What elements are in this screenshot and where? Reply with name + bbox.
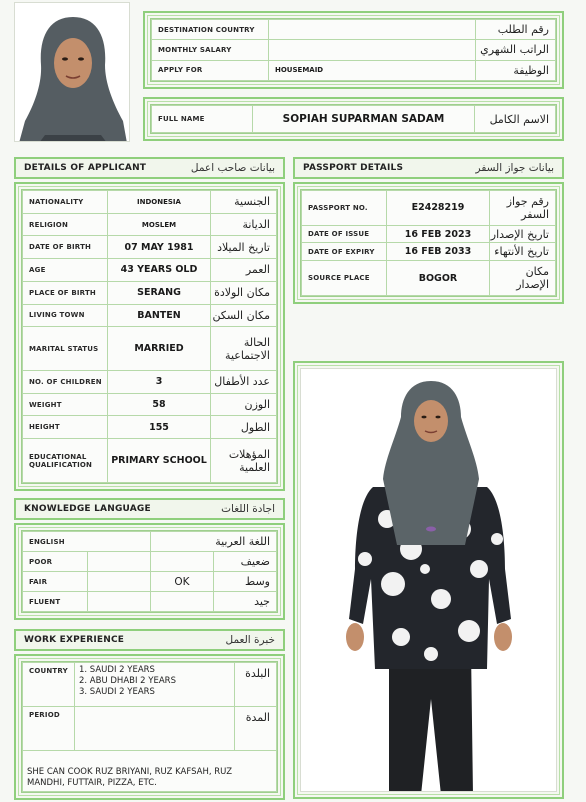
applicant-row [23, 327, 277, 371]
work-notes-row [23, 751, 277, 792]
work-period-label: PERIOD [23, 707, 75, 751]
arabic-language-label: اللغة العربية [151, 532, 277, 552]
passport-row [302, 261, 556, 296]
applicant-field-value: 43 YEARS OLD [108, 259, 211, 282]
applicant-row [23, 236, 277, 259]
applicant-field-value: PRIMARY SCHOOL [108, 439, 211, 483]
language-spacer-cell [88, 572, 151, 592]
language-spacer-cell [88, 552, 151, 572]
applicant-field-arabic: مكان السكن [211, 304, 277, 327]
applicant-field-label: WEIGHT [23, 393, 108, 416]
work-country-row [23, 663, 277, 707]
applicant-row [23, 213, 277, 236]
passport-row [302, 225, 556, 243]
full-name-label: FULL NAME [152, 106, 253, 133]
language-level-arabic: ضعيف [214, 552, 277, 572]
application-info-box [143, 11, 564, 89]
full-name-box [143, 97, 564, 141]
passport-section-title: PASSPORT DETAILS [303, 163, 404, 173]
work-section-title-arabic: خبرة العمل [225, 634, 275, 646]
applicant-field-value: 07 MAY 1981 [108, 236, 211, 259]
language-section-title: KNOWLEDGE LANGUAGE [24, 504, 151, 514]
full-body-illustration [301, 369, 557, 792]
work-notes [23, 751, 277, 792]
applicant-field-label: PLACE OF BIRTH [23, 281, 108, 304]
work-notes-line: SHE CAN COOK RUZ BRIYANI, RUZ KAFSAH, RUZ [27, 767, 233, 777]
monthly-salary-row [152, 40, 556, 60]
applicant-field-arabic: الطول [211, 416, 277, 439]
passport-field-value: 16 FEB 2023 [387, 225, 490, 243]
full-body-photo-box [293, 361, 564, 799]
work-section-title: WORK EXPERIENCE [24, 635, 125, 645]
passport-field-label: SOURCE PLACE [302, 261, 387, 296]
language-section-title-arabic: اجادة اللغات [221, 503, 275, 515]
applicant-field-value: INDONESIA [108, 191, 211, 214]
destination-country-arabic: رقم الطلب [476, 20, 556, 40]
english-label: ENGLISH [23, 532, 151, 552]
apply-for-arabic: الوظيفة [476, 60, 556, 80]
applicant-field-label: DATE OF BIRTH [23, 236, 108, 259]
work-country-list [75, 663, 235, 707]
passport-field-value: BOGOR [387, 261, 490, 296]
applicant-field-label: NATIONALITY [23, 191, 108, 214]
applicant-field-label: AGE [23, 259, 108, 282]
passport-field-label: PASSPORT NO. [302, 191, 387, 226]
passport-field-arabic: رقم جواز السفر [490, 191, 556, 226]
applicant-row [23, 393, 277, 416]
work-period-value [75, 707, 235, 751]
work-experience-table [22, 662, 277, 792]
full-body-photo [300, 368, 557, 792]
portrait-photo [14, 2, 130, 142]
applicant-field-arabic: عدد الأطفال [211, 371, 277, 394]
applicant-field-label: HEIGHT [23, 416, 108, 439]
apply-for-row [152, 60, 556, 80]
passport-row [302, 243, 556, 261]
language-level-row [23, 552, 277, 572]
work-country-item: 2. ABU DHABI 2 YEARS [79, 676, 176, 686]
work-country-item: 1. SAUDI 2 YEARS [79, 665, 155, 675]
apply-for-value: HOUSEMAID [269, 60, 476, 80]
monthly-salary-label: MONTHLY SALARY [152, 40, 269, 60]
full-name-arabic: الاسم الكامل [475, 106, 556, 133]
work-period-row [23, 707, 277, 751]
applicant-field-label: EDUCATIONAL QUALIFICATION [23, 439, 108, 483]
work-country-label: COUNTRY [23, 663, 75, 707]
applicant-field-label: NO. OF CHILDREN [23, 371, 108, 394]
passport-field-value: E2428219 [387, 191, 490, 226]
applicant-field-arabic: مكان الولادة [211, 281, 277, 304]
applicant-field-value: BANTEN [108, 304, 211, 327]
applicant-field-value: SERANG [108, 281, 211, 304]
applicant-row [23, 191, 277, 214]
passport-details-box [293, 182, 564, 304]
passport-row [302, 191, 556, 226]
applicant-details-table [22, 190, 277, 483]
applicant-field-value: 3 [108, 371, 211, 394]
applicant-field-value: 58 [108, 393, 211, 416]
applicant-field-label: MARITAL STATUS [23, 327, 108, 371]
language-level-value: OK [151, 572, 214, 592]
applicant-field-arabic: العمر [211, 259, 277, 282]
apply-for-label: APPLY FOR [152, 60, 269, 80]
passport-section-header [293, 157, 564, 179]
language-level-value [151, 592, 214, 612]
application-info-table [151, 19, 556, 81]
passport-details-table [301, 190, 556, 296]
language-level-arabic: وسط [214, 572, 277, 592]
applicant-row [23, 439, 277, 483]
work-country-arabic: البلدة [235, 663, 277, 707]
work-notes-line: MANDHI, FUTTAIR, PIZZA, ETC. [27, 778, 157, 788]
language-level-row [23, 572, 277, 592]
language-level-label: FAIR [23, 572, 88, 592]
applicant-row [23, 371, 277, 394]
applicant-section-header [14, 157, 285, 179]
language-level-label: POOR [23, 552, 88, 572]
language-level-arabic: جيد [214, 592, 277, 612]
applicant-field-arabic: تاريخ الميلاد [211, 236, 277, 259]
passport-field-arabic: مكان الإصدار [490, 261, 556, 296]
language-box [14, 523, 285, 620]
destination-country-row [152, 20, 556, 40]
passport-field-label: DATE OF ISSUE [302, 225, 387, 243]
destination-country-label: DESTINATION COUNTRY [152, 20, 269, 40]
work-period-arabic: المدة [235, 707, 277, 751]
portrait-illustration [15, 3, 130, 142]
destination-country-value [269, 20, 476, 40]
applicant-section-title: DETAILS OF APPLICANT [24, 163, 147, 173]
language-spacer-cell [88, 592, 151, 612]
applicant-field-value: MARRIED [108, 327, 211, 371]
language-level-value [151, 552, 214, 572]
work-experience-box [14, 654, 285, 800]
passport-field-value: 16 FEB 2033 [387, 243, 490, 261]
applicant-field-value: 155 [108, 416, 211, 439]
applicant-section-title-arabic: بيانات صاحب اعمل [190, 162, 275, 174]
applicant-field-label: RELIGION [23, 213, 108, 236]
applicant-row [23, 281, 277, 304]
passport-field-arabic: تاريخ الأنتهاء [490, 243, 556, 261]
applicant-field-value: MOSLEM [108, 213, 211, 236]
work-country-item: 3. SAUDI 2 YEARS [79, 687, 155, 697]
full-name-value: SOPIAH SUPARMAN SADAM [253, 106, 475, 133]
language-level-label: FLUENT [23, 592, 88, 612]
applicant-details-box [14, 182, 285, 491]
applicant-field-arabic: المؤهلات العلمية [211, 439, 277, 483]
language-section-header [14, 498, 285, 520]
applicant-row [23, 416, 277, 439]
language-level-row [23, 592, 277, 612]
passport-field-label: DATE OF EXPIRY [302, 243, 387, 261]
passport-section-title-arabic: بيانات جواز السفر [475, 162, 554, 174]
monthly-salary-value [269, 40, 476, 60]
work-section-header [14, 629, 285, 651]
applicant-field-label: LIVING TOWN [23, 304, 108, 327]
full-name-table [151, 105, 556, 133]
applicant-field-arabic: الحالة الاجتماعية [211, 327, 277, 371]
monthly-salary-arabic: الراتب الشهري [476, 40, 556, 60]
applicant-row [23, 304, 277, 327]
applicant-field-arabic: الديانة [211, 213, 277, 236]
language-header-row [23, 532, 277, 552]
applicant-field-arabic: الجنسية [211, 191, 277, 214]
language-table [22, 531, 277, 612]
applicant-field-arabic: الوزن [211, 393, 277, 416]
passport-field-arabic: تاريخ الإصدار [490, 225, 556, 243]
applicant-row [23, 259, 277, 282]
